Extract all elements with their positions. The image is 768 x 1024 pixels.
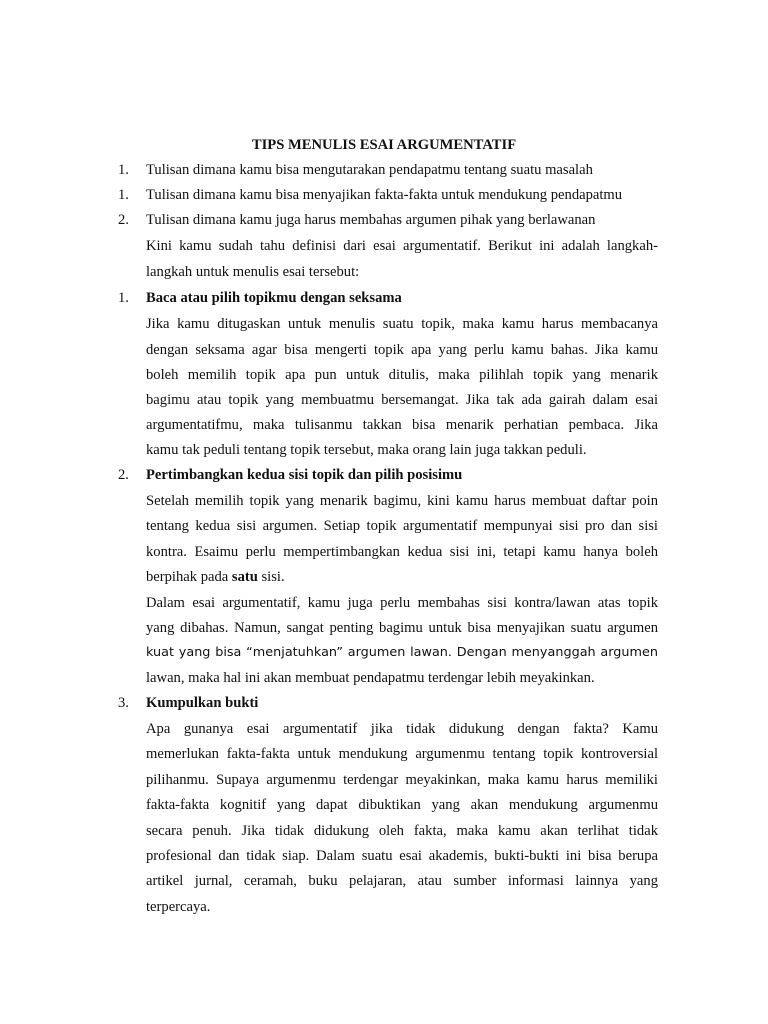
paragraph-line: Dalam esai argumentatif, kamu juga perlu membahas sisi kontra/lawan atas topik <box>146 595 658 611</box>
paragraph-line: artikel jurnal, ceramah, buku pelajaran, atau sumber informasi lainnya yang <box>146 873 658 889</box>
step-number: 1. <box>118 290 129 306</box>
paragraph-line: fakta-fakta kognitif yang dapat dibuktikan yang akan mendukung argumenmu <box>146 797 658 813</box>
step-heading: Kumpulkan bukti <box>146 695 259 711</box>
definition-text: Tulisan dimana kamu bisa menyajikan fakta-fakta untuk mendukung pendapatmu <box>146 187 623 203</box>
paragraph-line: secara penuh. Jika tidak didukung oleh fakta, maka kamu akan terlihat tidak <box>146 823 658 839</box>
intro-line: langkah untuk menulis esai tersebut: <box>146 264 360 280</box>
step-number: 3. <box>118 695 129 711</box>
definition-number: 1. <box>118 187 129 203</box>
paragraph-line: dengan seksama agar bisa mengerti topik apa yang perlu kamu bahas. Jika kamu <box>146 342 658 358</box>
paragraph-line: kontra. Esaimu perlu mempertimbangkan kedua sisi ini, tetapi kamu hanya boleh <box>146 544 658 560</box>
paragraph-line: kuat yang bisa “menjatuhkan” argumen lawan. Dengan menyanggah argumen <box>146 645 658 660</box>
paragraph-line: memerlukan fakta-fakta untuk mendukung argumenmu tentang topik kontroversial <box>146 746 658 762</box>
paragraph-line: Apa gunanya esai argumentatif jika tidak didukung dengan fakta? Kamu <box>146 721 658 737</box>
definition-number: 1. <box>118 162 129 178</box>
paragraph-line: kamu tak peduli tentang topik tersebut, maka orang lain juga takkan peduli. <box>146 442 587 458</box>
paragraph-line: yang dibahas. Namun, sangat penting bagimu untuk bisa menyajikan suatu argumen <box>146 620 658 636</box>
intro-line: Kini kamu sudah tahu definisi dari esai argumentatif. Berikut ini adalah langkah- <box>146 238 658 254</box>
paragraph-line: tentang kedua sisi argumen. Setiap topik argumentatif mempunyai sisi pro dan sisi <box>146 518 658 534</box>
step-heading: Baca atau pilih topikmu dengan seksama <box>146 290 402 306</box>
paragraph-line: terpercaya. <box>146 899 211 915</box>
paragraph-line: pilihanmu. Supaya argumenmu terdengar meyakinkan, maka kamu harus memiliki <box>146 772 658 788</box>
paragraph-line: lawan, maka hal ini akan membuat pendapatmu terdengar lebih meyakinkan. <box>146 670 595 686</box>
definition-text: Tulisan dimana kamu juga harus membahas argumen pihak yang berlawanan <box>146 212 596 228</box>
paragraph-line <box>146 567 285 587</box>
text-segment: sisi. <box>257 569 285 585</box>
definition-number: 2. <box>118 212 129 228</box>
paragraph-line: profesional dan tidak siap. Dalam suatu esai akademis, bukti-bukti ini bisa berupa <box>146 848 658 864</box>
paragraph-line: bagimu atau topik yang membuatmu bersemangat. Jika tak ada gairah dalam esai <box>146 392 658 408</box>
paragraph-line: argumentatifmu, maka tulisanmu takkan bisa menarik perhatian pembaca. Jika <box>146 417 658 433</box>
definition-text: Tulisan dimana kamu bisa mengutarakan pendapatmu tentang suatu masalah <box>146 162 593 178</box>
paragraph-line: Setelah memilih topik yang menarik bagimu, kini kamu harus membuat daftar poin <box>146 493 658 509</box>
step-number: 2. <box>118 467 129 483</box>
text-segment: berpihak pada <box>146 569 232 585</box>
step-heading: Pertimbangkan kedua sisi topik dan pilih posisimu <box>146 467 463 483</box>
paragraph-line: boleh memilih topik apa pun untuk ditulis, maka pilihlah topik yang menarik <box>146 367 658 383</box>
page-title: TIPS MENULIS ESAI ARGUMENTATIF <box>251 137 517 153</box>
paragraph-line: Jika kamu ditugaskan untuk menulis suatu topik, maka kamu harus membacanya <box>146 316 658 332</box>
emphasis-word: satu <box>231 569 258 585</box>
